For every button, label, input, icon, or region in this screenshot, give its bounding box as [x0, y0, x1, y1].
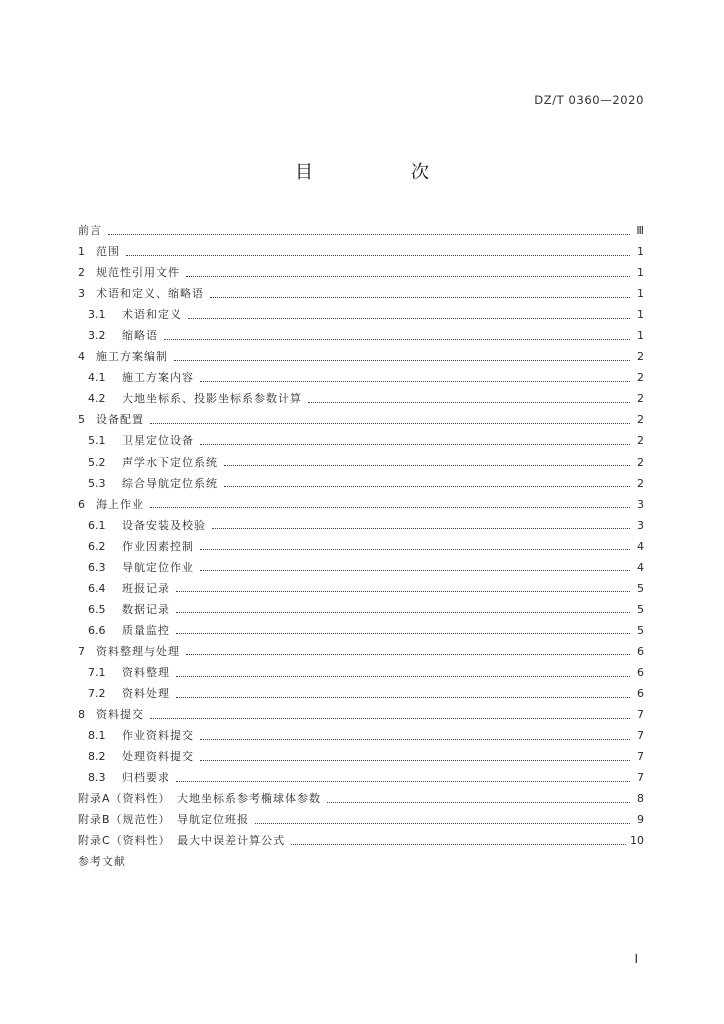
- toc-entry-number: 5.1: [88, 434, 106, 448]
- toc-dot-leader: [188, 317, 630, 319]
- toc-dot-leader: [176, 696, 630, 698]
- toc-entry[interactable]: [78, 851, 644, 872]
- toc-dot-leader: [164, 338, 630, 340]
- toc-dot-leader: [176, 780, 630, 782]
- toc-entry[interactable]: [78, 746, 644, 767]
- toc-entry[interactable]: [78, 430, 644, 451]
- toc-entry-page: 7: [637, 771, 644, 785]
- toc-entry-title: 声学水下定位系统: [122, 455, 218, 469]
- toc-entry-number: 6: [78, 497, 85, 511]
- toc-entry-title: 参考文献: [78, 855, 126, 869]
- toc-entry[interactable]: [78, 241, 644, 262]
- toc-entry-title: 术语和定义、缩略语: [96, 287, 204, 301]
- toc-dot-leader: [108, 233, 630, 235]
- toc-entry-title: 处理资料提交: [122, 750, 194, 764]
- toc-entry[interactable]: [78, 304, 644, 325]
- toc-entry-title: 作业因素控制: [122, 539, 194, 553]
- page-title: 目 次: [295, 162, 469, 183]
- toc-entry[interactable]: [78, 452, 644, 473]
- toc-entry[interactable]: [78, 367, 644, 388]
- toc-entry-title: 导航定位作业: [122, 560, 194, 574]
- toc-entry-number: 3.2: [88, 329, 106, 343]
- toc-entry-title: 归档要求: [122, 771, 170, 785]
- toc-entry-page: 7: [637, 708, 644, 722]
- toc-dot-leader: [255, 822, 630, 824]
- toc-entry-number: 7.1: [88, 665, 106, 679]
- toc-entry-title: 附录B（规范性） 导航定位班报: [78, 813, 250, 827]
- toc-entry-number: 6.4: [88, 581, 106, 595]
- toc-entry[interactable]: [78, 662, 644, 683]
- toc-entry-title: 设备配置: [96, 413, 144, 427]
- toc-entry[interactable]: [78, 641, 644, 662]
- toc-dot-leader: [186, 275, 630, 277]
- toc-dot-leader: [200, 569, 630, 571]
- toc-entry-title: 设备安装及校验: [122, 518, 206, 532]
- toc-entry-number: 4: [78, 350, 85, 364]
- toc-entry-title: 术语和定义: [122, 308, 182, 322]
- toc-entry-title: 资料整理与处理: [96, 644, 180, 658]
- toc-entry-title: 作业资料提交: [122, 729, 194, 743]
- toc-dot-leader: [327, 801, 630, 803]
- toc-entry-number: 7: [78, 644, 85, 658]
- toc-entry-page: 2: [637, 371, 644, 385]
- toc-entry-number: 3.1: [88, 308, 106, 322]
- toc-entry-page: 4: [637, 539, 644, 553]
- toc-dot-leader: [150, 717, 630, 719]
- toc-entry-number: 4.2: [88, 392, 106, 406]
- toc-entry[interactable]: [78, 809, 644, 830]
- toc-entry-page: 5: [637, 602, 644, 616]
- toc-dot-leader: [200, 738, 630, 740]
- toc-entry[interactable]: [78, 515, 644, 536]
- toc-entry-page: 2: [637, 392, 644, 406]
- toc-entry-page: 1: [637, 308, 644, 322]
- toc-entry-page: 3: [637, 497, 644, 511]
- toc-entry-title: 资料整理: [122, 665, 170, 679]
- table-of-contents: [78, 220, 644, 872]
- toc-entry-title: 附录C（资料性） 最大中误差计算公式: [78, 834, 286, 848]
- toc-entry[interactable]: [78, 599, 644, 620]
- toc-entry[interactable]: [78, 830, 644, 851]
- toc-entry-title: 附录A（资料性） 大地坐标系参考椭球体参数: [78, 792, 322, 806]
- toc-entry-title: 班报记录: [122, 581, 170, 595]
- toc-entry-number: 8.1: [88, 729, 106, 743]
- toc-entry-page: 2: [637, 434, 644, 448]
- toc-entry-number: 6.2: [88, 539, 106, 553]
- toc-entry-number: 8.3: [88, 771, 106, 785]
- toc-entry-page: Ⅲ: [636, 224, 644, 237]
- toc-dot-leader: [200, 548, 630, 550]
- toc-entry-page: 10: [630, 834, 644, 848]
- toc-entry-page: 6: [637, 665, 644, 679]
- toc-entry-page: 1: [637, 287, 644, 301]
- toc-entry[interactable]: [78, 388, 644, 409]
- toc-dot-leader: [176, 632, 630, 634]
- toc-entry[interactable]: [78, 473, 644, 494]
- toc-entry[interactable]: [78, 725, 644, 746]
- toc-entry-title: 前言: [78, 224, 102, 237]
- toc-entry-number: 6.6: [88, 623, 106, 637]
- toc-entry[interactable]: [78, 704, 644, 725]
- toc-entry-number: 1: [78, 245, 85, 259]
- toc-entry[interactable]: [78, 409, 644, 430]
- toc-dot-leader: [150, 422, 630, 424]
- toc-entry-title: 施工方案内容: [122, 371, 194, 385]
- toc-dot-leader: [174, 359, 630, 361]
- toc-entry-page: 4: [637, 560, 644, 574]
- toc-entry-number: 5: [78, 413, 85, 427]
- toc-entry-page: 2: [637, 455, 644, 469]
- toc-entry-page: 5: [637, 581, 644, 595]
- toc-entry-page: 6: [637, 644, 644, 658]
- toc-entry-title: 规范性引用文件: [96, 266, 180, 280]
- toc-entry-title: 数据记录: [122, 602, 170, 616]
- toc-dot-leader: [212, 527, 630, 529]
- toc-entry-page: 1: [637, 266, 644, 280]
- toc-entry-title: 资料处理: [122, 687, 170, 701]
- toc-entry-page: 6: [637, 687, 644, 701]
- toc-dot-leader: [176, 590, 630, 592]
- toc-entry-page: 2: [637, 413, 644, 427]
- toc-entry-page: 5: [637, 623, 644, 637]
- toc-entry-number: 4.1: [88, 371, 106, 385]
- toc-entry[interactable]: [78, 788, 644, 809]
- toc-entry[interactable]: [78, 557, 644, 578]
- toc-entry-page: 1: [637, 245, 644, 259]
- toc-dot-leader: [200, 759, 630, 761]
- toc-entry-number: 6.1: [88, 518, 106, 532]
- toc-entry[interactable]: [78, 536, 644, 557]
- toc-entry-number: 2: [78, 266, 85, 280]
- toc-entry-page: 2: [637, 476, 644, 490]
- toc-entry-number: 5.3: [88, 476, 106, 490]
- toc-entry-page: 2: [637, 350, 644, 364]
- toc-entry[interactable]: [78, 283, 644, 304]
- toc-entry-number: 7.2: [88, 687, 106, 701]
- toc-dot-leader: [210, 296, 630, 298]
- document-code: DZ/T 0360—2020: [534, 93, 644, 107]
- toc-dot-leader: [126, 254, 630, 256]
- toc-dot-leader: [200, 443, 630, 445]
- toc-entry-page: 8: [637, 792, 644, 806]
- toc-dot-leader: [291, 843, 626, 845]
- toc-dot-leader: [150, 506, 630, 508]
- toc-entry-number: 8.2: [88, 750, 106, 764]
- toc-entry-title: 海上作业: [96, 497, 144, 511]
- toc-entry[interactable]: [78, 767, 644, 788]
- toc-entry-page: 7: [637, 729, 644, 743]
- toc-dot-leader: [186, 653, 630, 655]
- toc-entry-number: 6.5: [88, 602, 106, 616]
- toc-entry-title: 施工方案编制: [96, 350, 168, 364]
- toc-entry-title: 质量监控: [122, 623, 170, 637]
- toc-entry[interactable]: [78, 325, 644, 346]
- toc-entry-title: 大地坐标系、投影坐标系参数计算: [122, 392, 302, 406]
- toc-entry-title: 资料提交: [96, 708, 144, 722]
- toc-entry[interactable]: [78, 346, 644, 367]
- toc-entry[interactable]: [78, 494, 644, 515]
- toc-dot-leader: [176, 675, 630, 677]
- toc-entry[interactable]: [78, 220, 644, 241]
- toc-entry[interactable]: [78, 620, 644, 641]
- toc-entry-page: 7: [637, 750, 644, 764]
- toc-dot-leader: [200, 380, 630, 382]
- toc-entry-title: 卫星定位设备: [122, 434, 194, 448]
- toc-entry-page: 3: [637, 518, 644, 532]
- page-number: Ⅰ: [634, 952, 638, 966]
- toc-dot-leader: [224, 464, 630, 466]
- toc-entry-title: 范围: [96, 245, 120, 259]
- toc-entry-title: 缩略语: [122, 329, 158, 343]
- toc-entry-page: 9: [637, 813, 644, 827]
- toc-entry-number: 6.3: [88, 560, 106, 574]
- toc-entry[interactable]: [78, 683, 644, 704]
- toc-dot-leader: [176, 611, 630, 613]
- toc-entry-number: 8: [78, 708, 85, 722]
- toc-entry-title: 综合导航定位系统: [122, 476, 218, 490]
- toc-entry[interactable]: [78, 578, 644, 599]
- toc-entry-number: 3: [78, 287, 85, 301]
- toc-dot-leader: [308, 401, 630, 403]
- toc-entry[interactable]: [78, 262, 644, 283]
- toc-entry-page: 1: [637, 329, 644, 343]
- toc-entry-number: 5.2: [88, 455, 106, 469]
- toc-dot-leader: [224, 485, 630, 487]
